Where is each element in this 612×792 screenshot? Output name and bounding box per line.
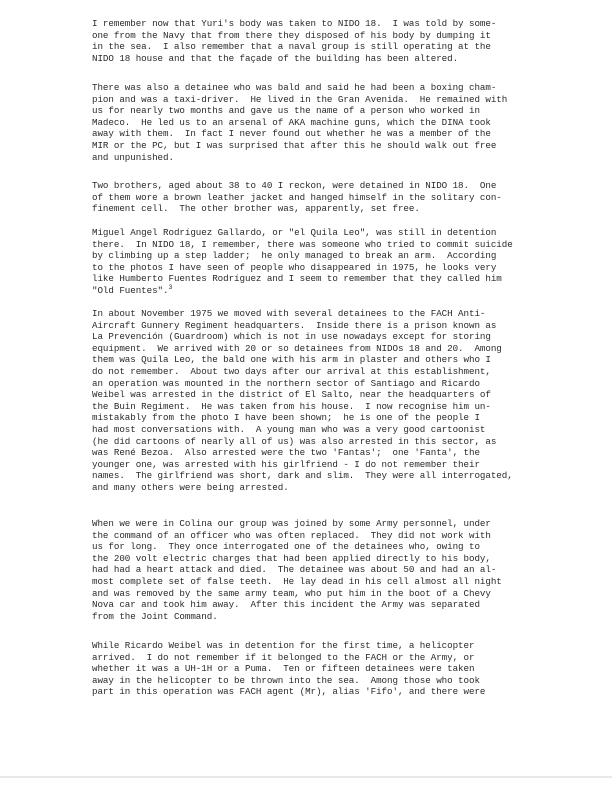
text-line: an operation was mounted in the northern sector of Santiago and Ricardo	[92, 377, 480, 389]
text-line: arrived. I do not remember if it belonged to the FACH or the Army, or	[92, 651, 475, 663]
text-line: I remember now that Yuri's body was taken to NIDO 18. I was told by some-	[92, 18, 497, 29]
text-line: us for long. They once interrogated one of the detainees who, owing to	[92, 541, 480, 553]
text-line: was René Bezoa. Also arrested were the two 'Fantas'; one 'Fanta', the	[92, 447, 480, 459]
text-line: most complete set of false teeth. He lay dead in his cell almost all night	[92, 575, 502, 587]
paragraph-quila-leo	[92, 227, 532, 297]
text-line: finement cell. The other brother was, apparently, set free.	[92, 203, 420, 215]
paragraph-two-brothers	[92, 180, 532, 215]
paragraph-boxing-champion	[92, 82, 532, 163]
text-line: Weibel was arrested in the district of El Salto, near the headquarters of	[92, 389, 491, 401]
text-fragment: "Old Fuentes".	[92, 284, 169, 296]
text-line: names. The girlfriend was short, dark and slim. They were all interrogated,	[92, 470, 513, 482]
text-line: (he did cartoons of nearly all of us) was also arrested in this sector, as	[92, 435, 497, 447]
paragraph-colina	[92, 518, 532, 622]
text-line: had had a heart attack and died. The detainee was about 50 and had an al-	[92, 564, 497, 576]
text-line: away in the helicopter to be thrown into the sea. Among those who took	[92, 674, 480, 686]
text-line: Madeco. He led us to an arsenal of AKA machine guns, which the DINA took	[92, 116, 491, 128]
text-line: the 200 volt electric charges that had been applied directly to his body,	[92, 552, 491, 564]
text-line	[92, 285, 532, 297]
text-line: the Buin Regiment. He was taken from his house. I now recognise him un-	[92, 400, 491, 412]
text-line: whether it was a UH-1H or a Puma. Ten or fifteen detainees were taken	[92, 663, 475, 675]
text-line: from the Joint Command.	[92, 610, 218, 622]
paragraph-nido18-body	[92, 18, 532, 64]
scan-edge	[0, 776, 612, 778]
footnote-marker: 3	[168, 283, 173, 291]
text-line: While Ricardo Weibel was in detention for the first time, a helicopter	[92, 640, 475, 651]
text-line: MIR or the PC, but I was surprised that after this he should walk out free	[92, 139, 497, 151]
text-line: In about November 1975 we moved with several detainees to the FACH Anti-	[92, 308, 486, 319]
text-line: by climbing up a step ladder; he only managed to break an arm. According	[92, 250, 497, 262]
text-line: Nova car and took him away. After this incident the Army was separated	[92, 599, 480, 611]
paragraph-helicopter	[92, 640, 532, 698]
text-line: one from the Navy that from there they disposed of his body by dumping it	[92, 29, 491, 41]
text-line: part in this operation was FACH agent (Mr), alias 'Fifo', and there were	[92, 686, 486, 698]
text-line: there. In NIDO 18, I remember, there was someone who tried to commit suicide	[92, 238, 513, 250]
text-line: to the photos I have seen of people who disappeared in 1975, he looks very	[92, 261, 497, 273]
text-line: the command of an officer who was often replaced. They did not work with	[92, 529, 491, 541]
text-line: NIDO 18 house and that the façade of the building has been altered.	[92, 52, 459, 64]
text-line: had most conversations with. A young man who was a very good cartoonist	[92, 423, 486, 435]
text-line: younger one, was arrested with his girlfriend - I do not remember their	[92, 458, 480, 470]
paragraph-november-1975	[92, 308, 532, 494]
text-line: and was removed by the same army team, who put him in the boot of a Chevy	[92, 587, 491, 599]
text-line: and many others were being arrested.	[92, 481, 289, 493]
text-line: There was also a detainee who was bald and said he had been a boxing cham-	[92, 82, 497, 93]
text-line: like Humberto Fuentes Rodríguez and I seem to remember that they called him	[92, 273, 502, 285]
text-line: Miguel Angel Rodríguez Gallardo, or "el Quila Leo", was still in detention	[92, 227, 497, 238]
text-line: of them wore a brown leather jacket and hanged himself in the solitary con-	[92, 191, 502, 203]
text-line: away with them. In fact I never found out whether he was a member of the	[92, 128, 491, 140]
text-line: Aircraft Gunnery Regiment headquarters. Inside there is a prison known as	[92, 319, 497, 331]
text-line: and unpunished.	[92, 151, 174, 163]
text-line: pion and was a taxi-driver. He lived in the Gran Avenida. He remained with	[92, 93, 508, 105]
text-line: La Prevención (Guardroom) which is not in use nowadays except for storing	[92, 331, 491, 343]
text-line: When we were in Colina our group was joined by some Army personnel, under	[92, 518, 491, 529]
text-line: us for nearly two months and gave us the name of a person who worked in	[92, 105, 480, 117]
text-line: them was Quila Leo, the bald one with his arm in plaster and others who I	[92, 354, 491, 366]
text-line: equipment. We arrived with 20 or so detainees from NIDOs 18 and 20. Among	[92, 342, 502, 354]
text-line: in the sea. I also remember that a naval group is still operating at the	[92, 41, 491, 53]
text-line: do not remember. About two days after our arrival at this establishment,	[92, 365, 491, 377]
text-line: mistakably from the photo I have been shown; he is one of the people I	[92, 412, 480, 424]
text-line: Two brothers, aged about 38 to 40 I reckon, were detained in NIDO 18. One	[92, 180, 497, 191]
